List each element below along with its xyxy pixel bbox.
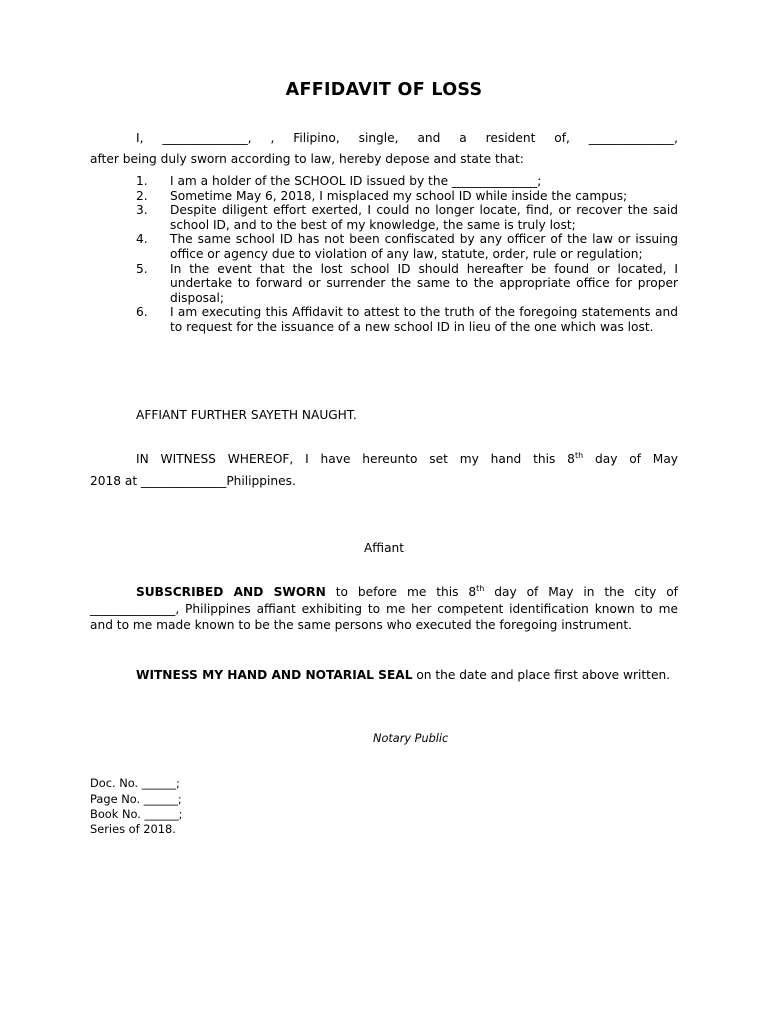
page-no: Page No. ______; [90, 792, 182, 806]
list-item [136, 203, 678, 232]
list-item [136, 262, 678, 306]
book-no: Book No. ______; [90, 807, 183, 821]
list-number: 1. [136, 174, 148, 188]
witness-line-2: 2018 at ______________Philippines. [90, 474, 296, 488]
list-text: I am executing this Affidavit to attest to the truth of the foregoing statements and to request for the issuance of a new school ID in lieu of the one which was lost. [170, 305, 678, 334]
subscribed-text-b: day of May in the city of ______________, Philippines affiant exhibiting to me her competent identification known to me and to me made known to be the same persons who executed the foregoing instrument. [90, 585, 678, 632]
subscribed-paragraph [90, 584, 678, 634]
notary-public-label: Notary Public [373, 732, 449, 745]
statement-list [136, 174, 678, 335]
intro-line-2: after being duly sworn according to law, hereby depose and state that: [90, 152, 524, 166]
seal-text: on the date and place first above written. [412, 668, 671, 682]
seal-paragraph [90, 668, 678, 684]
intro-text-1: I, ______________, , Filipino, single, and a resident of, ______________, [136, 131, 678, 145]
list-text: The same school ID has not been confiscated by any officer of the law or issuing office or agency due to violation of any law, statute, order, rule or regulation; [170, 232, 678, 261]
doc-no: Doc. No. ______; [90, 776, 180, 790]
subscribed-sup: th [476, 584, 485, 593]
list-text: Despite diligent effort exerted, I could no longer locate, find, or recover the said school ID, and to the best of my knowledge, the same is truly lost; [170, 203, 678, 232]
witness-text-a: IN WITNESS WHEREOF, I have hereunto set my hand this 8 [136, 452, 575, 466]
list-number: 5. [136, 261, 148, 276]
list-item [136, 305, 678, 334]
list-number: 6. [136, 305, 148, 320]
list-text: I am a holder of the SCHOOL ID issued by the ______________; [170, 174, 542, 188]
list-text: Sometime May 6, 2018, I misplaced my school ID while inside the campus; [170, 188, 628, 203]
witness-sup: th [574, 451, 584, 460]
list-item [136, 232, 678, 261]
affiant-label: Affiant [363, 541, 405, 555]
witness-line-1 [90, 452, 678, 467]
subscribed-text-a: to before me this 8 [325, 585, 477, 599]
list-number: 3. [136, 203, 148, 218]
list-number: 2. [136, 188, 148, 203]
document-title: AFFIDAVIT OF LOSS [285, 80, 483, 100]
list-text: In the event that the lost school ID should hereafter be found or located, I undertake to forward or surrender the same to the appropriate office for proper disposal; [170, 261, 678, 305]
seal-bold: WITNESS MY HAND AND NOTARIAL SEAL [136, 668, 413, 682]
further-sayeth: AFFIANT FURTHER SAYETH NAUGHT. [136, 408, 357, 422]
witness-text-b: day of May [583, 452, 678, 466]
subscribed-bold: SUBSCRIBED AND SWORN [136, 585, 326, 599]
list-item [136, 189, 678, 204]
series: Series of 2018. [90, 822, 176, 836]
intro-line-1 [90, 131, 678, 146]
list-item [136, 174, 678, 189]
list-number: 4. [136, 232, 148, 247]
